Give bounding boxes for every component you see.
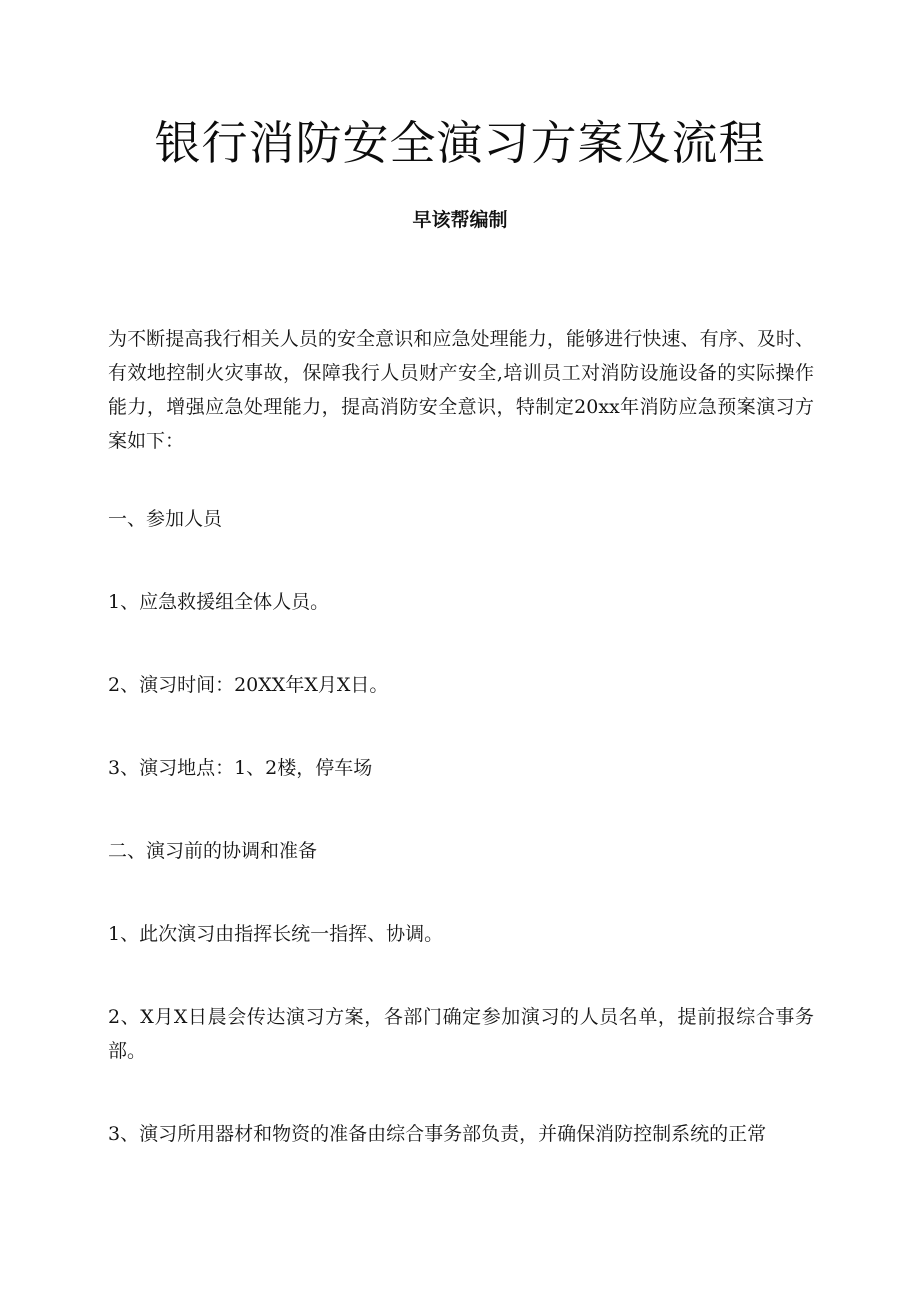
- list-item: 1、此次演习由指挥长统一指挥、协调。: [108, 923, 444, 945]
- list-item: 2、X月X日晨会传达演习方案，各部门确定参加演习的人员名单，提前报综合事务部。: [108, 1006, 814, 1062]
- document-author: 早该帮编制: [412, 209, 508, 231]
- document-title: 银行消防安全演习方案及流程: [154, 116, 766, 170]
- section-heading-preparation: 二、演习前的协调和准备: [108, 840, 318, 862]
- section-heading-participants: 一、参加人员: [108, 508, 223, 530]
- list-item: 2、演习时间：20XX年X月X日。: [108, 674, 389, 696]
- list-item: 3、演习所用器材和物资的准备由综合事务部负责，并确保消防控制系统的正常: [108, 1123, 767, 1145]
- list-item: 1、应急救援组全体人员。: [108, 591, 330, 613]
- intro-paragraph: 为不断提高我行相关人员的安全意识和应急处理能力，能够进行快速、有序、及时、有效地控制火灾事故，保障我行人员财产安全,培训员工对消防设施设备的实际操作能力，增强应急处理能力，提高消防安全意识，特制定20xx年消防应急预案演习方案如下：: [108, 328, 814, 452]
- list-item: 3、演习地点：1、2楼，停车场: [108, 757, 373, 779]
